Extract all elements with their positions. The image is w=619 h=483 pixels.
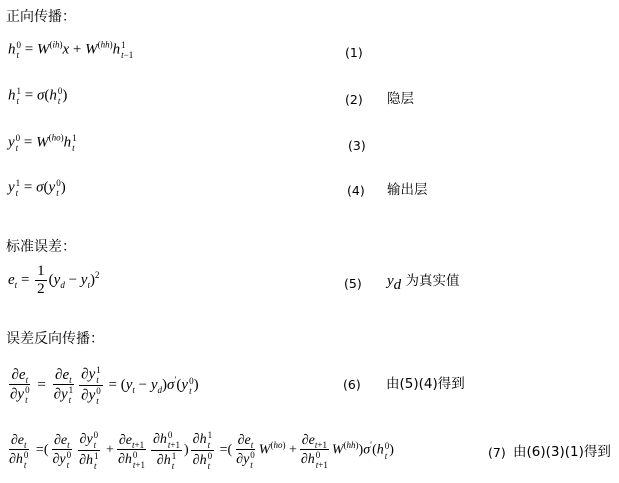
note-hidden-layer: 隐层 bbox=[387, 91, 414, 107]
note-derived-5-4: 由(5)(4)得到 bbox=[386, 376, 465, 392]
equation-number-1: (1) bbox=[345, 45, 363, 60]
note-true-value: $y_d$ 为真实值 bbox=[387, 273, 460, 293]
equation-5: $e_t$ = $\frac{1}{2}$ $(y_d - y_t)^2$ bbox=[8, 263, 100, 297]
section-heading-forward: 正向传播： bbox=[6, 9, 76, 25]
note-true-value-text: 为真实值 bbox=[405, 273, 460, 289]
equation-number-5: (5) bbox=[344, 276, 362, 291]
equation-number-4: (4) bbox=[347, 183, 365, 198]
note-output-layer: 输出层 bbox=[387, 182, 428, 198]
equation-number-6: (6) bbox=[343, 377, 361, 392]
equation-7: $\partial e_t$ ∂h 0 t =( $\partial e_t$ ∂y 0 t ∂y 0 t ∂h 1 t + $\partial e_{t+1}$ ∂h 0 t+1 ∂h 0 t+1 ∂h 1 t ) ∂h 1 t ∂h 0 t =( $\partial e_t$ ∂y 0 t $W^{(ho)}$ + $\partial e_{t+1}$ ∂h 0 t+1 $W^{(hh)})\sigma'(h$ 0 t ) bbox=[9, 430, 394, 471]
equation-3: y 0 t = $W^{(ho)}h$ 1 t bbox=[8, 132, 77, 153]
note-derived-6-3-1: 由(6)(3)(1)得到 bbox=[513, 444, 611, 460]
equation-2: h 1 t = σ(h 0 t ) bbox=[8, 86, 68, 106]
equation-6: $\partial e_t$ ∂y 0 t = $\partial e_t$ ∂y 1 t ∂y 1 t ∂y 0 t = $(y_t - y_d)\sigma'(y$ 0 t ) bbox=[10, 365, 199, 406]
section-heading-backward: 误差反向传播： bbox=[6, 331, 104, 347]
equation-4: y 1 t = σ(y 0 t ) bbox=[8, 178, 66, 198]
section-heading-error: 标准误差： bbox=[6, 239, 76, 255]
equation-number-7: (7) bbox=[488, 445, 506, 460]
equation-number-2: (2) bbox=[345, 92, 363, 107]
equation-number-3: (3) bbox=[348, 138, 366, 153]
equation-1: h 0 t = $W^{(ih)}x + W^{(hh)}h$ 1 t−1 bbox=[8, 39, 134, 60]
